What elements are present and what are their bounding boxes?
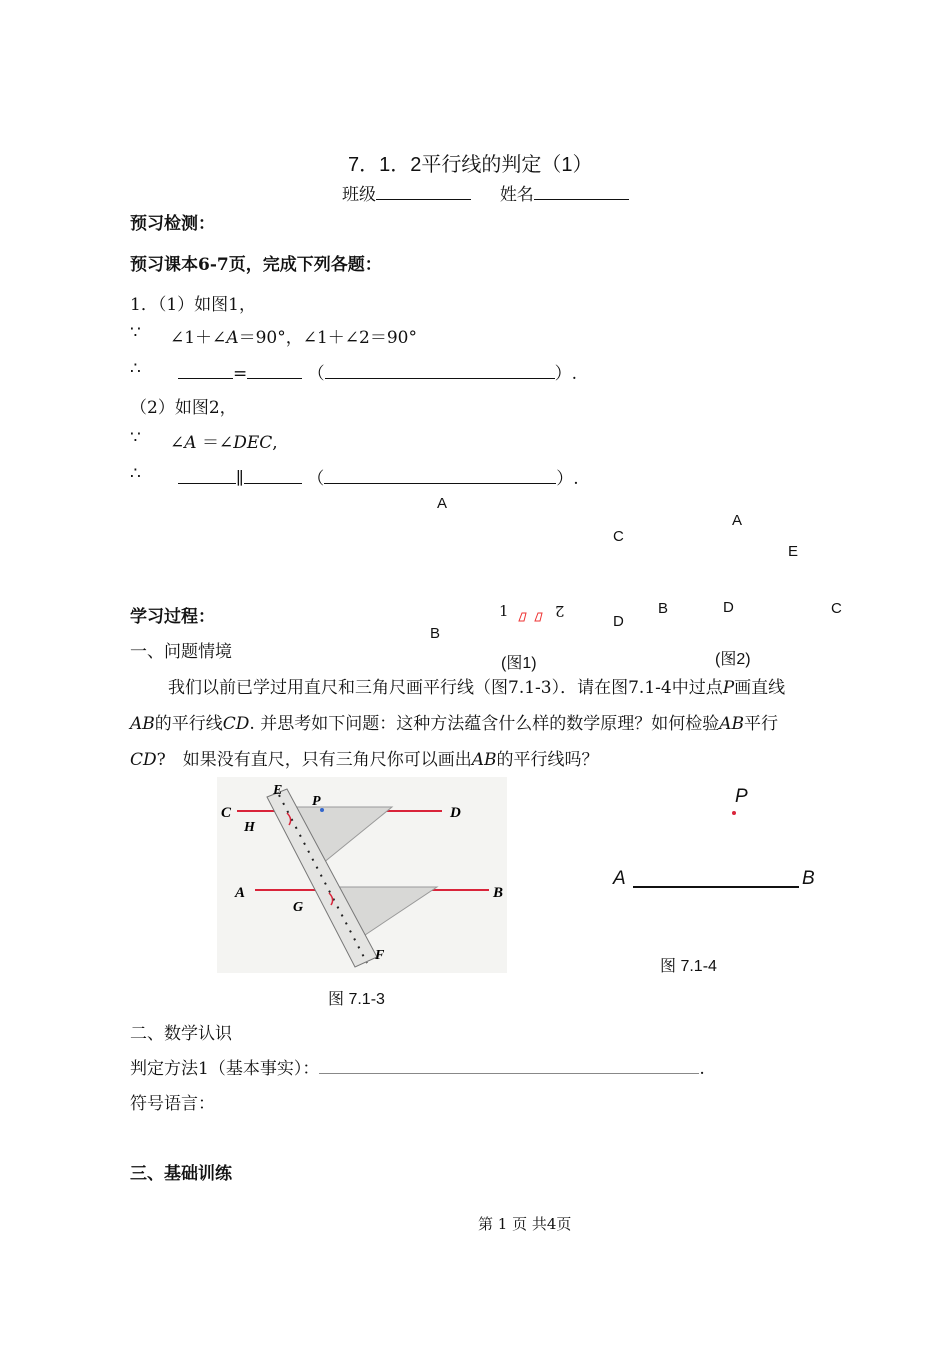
paren-close-2: ）. [556,469,579,489]
photo-label-A: A [235,885,246,901]
cond2-text-a: ∠ [170,433,185,453]
fig2-label-A: A [732,512,743,529]
section2-heading: 二、数学认识 [130,1024,232,1044]
fig2-label-E: E [788,543,799,560]
paragraph-line-3 [130,745,599,770]
fig714-label-A: A [613,868,626,889]
fig714-point-P [732,811,736,815]
q1-because1: ∵ [130,323,141,343]
fig714-label-B: B [802,868,815,889]
para-l2-cd: CD [222,714,250,734]
equals-sign: = [233,364,248,384]
photo-label-B: B [493,885,504,901]
photo-label-E: E [273,783,283,798]
preview-task: 预习课本6-7页，完成下列各题： [130,255,382,275]
para-l2-ab: AB [130,714,155,734]
photo-label-F: F [375,948,385,963]
fig1-label-B: B [430,625,441,642]
rule1-label: 判定方法1（基本事实）： [130,1059,320,1079]
section3-heading: 三、基础训练 [130,1164,232,1184]
q1-therefore1: ∴ [130,359,141,379]
q1-line1: 1．（1）如图1， [130,295,256,315]
page-title: 7．1．2平行线的判定（1） [348,154,593,176]
fig714-segment-AB [633,886,799,888]
q1-condition2 [170,428,278,453]
para-l1-p: P [722,678,735,698]
para-l2-c: 平行 [744,714,779,734]
parallel-symbol: ∥ [236,469,244,489]
q1-because2: ∵ [130,428,141,448]
para-l3-ab: AB [471,750,497,770]
q1-answer2 [178,464,579,489]
para-l3-cd: CD [130,750,157,770]
fig2-label-C: C [831,600,842,617]
preview-heading: 预习检测： [130,214,215,234]
para-l2-b: . 并思考如下问题：这种方法蕴含什么样的数学原理？如何检验 [249,714,720,734]
photo-label-D: D [450,805,461,821]
cond1-text-a: ∠1＋∠ [170,328,227,348]
cond2-text-c: , [272,433,278,453]
photo-caption: 图 7.1-3 [328,991,385,1008]
fig1-label-D: D [613,613,624,630]
cond1-var: A [226,328,239,348]
answer2-blank-left[interactable] [178,483,236,484]
paragraph-line-1 [168,673,785,698]
symbol-language-label: 符号语言： [130,1094,215,1114]
para-l2-a: 的平行线 [154,714,223,734]
learning-heading: 学习过程： [130,607,215,627]
class-name-line [342,180,629,205]
photo-label-H: H [244,820,255,835]
q1-answer1 [178,359,577,384]
class-field[interactable] [376,199,471,200]
q1-condition1 [170,323,417,348]
page-footer: 第 1 页 共4页 [478,1215,572,1233]
name-field[interactable] [534,199,629,200]
rule1-blank[interactable] [319,1073,699,1074]
fig2-label-B: B [658,600,669,617]
paren-close: ）. [554,364,578,384]
q1-therefore2: ∴ [130,464,141,484]
photo-label-C: C [221,805,232,821]
fig2-caption: (图2) [715,651,751,668]
cond2-var-b: DEC [233,433,273,453]
fig714-label-P: P [735,786,748,807]
class-label: 班级 [342,185,376,205]
fig1-label-A: A [437,495,448,512]
fig2-label-D: D [723,599,734,616]
para-l1-a: 我们以前已学过用直尺和三角尺画平行线（图7.1-3）．请在图7.1-4中过点 [168,678,723,698]
name-label: 姓名 [499,185,534,205]
photo-label-G: G [293,900,304,915]
para-l1-b: 画直线 [734,678,786,698]
cond1-text-b: ＝90°，∠1＋∠2＝90° [238,328,417,348]
fig1-caption: (图1) [501,655,537,672]
para-l2-ab2: AB [719,714,745,734]
paragraph-line-2 [130,709,778,734]
cond2-text-b: ＝∠ [201,433,234,453]
rule1-end: . [699,1059,705,1079]
fig1-angle-1: 1 [499,602,509,620]
section1-heading: 一、问题情境 [130,642,232,662]
fig1-angle-2: 2 [555,602,565,620]
photo-label-P: P [312,794,321,809]
para-l3-a: ? 如果没有直尺，只有三角尺你可以画出 [156,750,472,770]
reason1-blank[interactable] [325,378,555,379]
reason2-blank[interactable] [324,483,556,484]
fig714-caption: 图 7.1-4 [660,958,717,975]
rule1-line [130,1054,705,1079]
ruler-triangle-photo [217,777,507,973]
fig1-angle-marks [516,610,546,624]
fig1-label-C: C [613,528,624,545]
paren-open: （ [307,364,325,384]
answer1-blank-right[interactable] [247,378,302,379]
paren-open-2: （ [307,469,325,489]
answer2-blank-right[interactable] [244,483,302,484]
cond2-var-a: A [184,433,197,453]
para-l3-b: 的平行线吗？ [496,750,599,770]
answer1-blank-left[interactable] [178,378,233,379]
q1-line2: （2）如图2， [130,398,237,418]
point-p [320,808,324,812]
